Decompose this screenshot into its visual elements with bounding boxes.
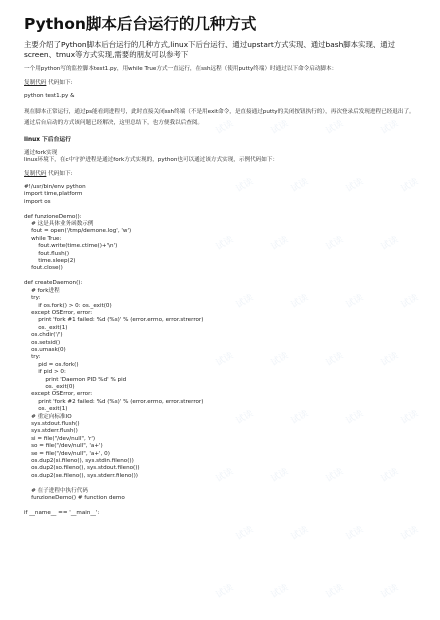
code-line: print 'fork #2 failed: %d (%s)' % (error.errno, error.strerror): [24, 398, 204, 405]
code-line: [24, 480, 420, 487]
code-line: os._exit(1): [24, 406, 68, 413]
paragraph-summary: 通过后台启动的方式该问题已经解决，这里总结下，也方便我以后查阅。: [24, 120, 204, 126]
watermark-text: 试读: [289, 408, 311, 427]
code-label-1: 复制代码 代码如下:: [24, 79, 73, 86]
watermark-text: 试读: [399, 292, 421, 311]
code-line: [24, 502, 420, 509]
watermark-text: 试读: [234, 292, 256, 311]
watermark-text: 试读: [269, 466, 291, 485]
code-line: so = file("/dev/null", 'a+'): [24, 443, 103, 450]
code-line: os.chdir('/'): [24, 332, 63, 339]
code-line: os.setsid(): [24, 339, 61, 346]
fork-description: linux环境下，在c中守护进程是通过fork方式实现的，python也可以通过该方式实现，示例代码如下：: [24, 157, 279, 163]
watermark-text: 试读: [214, 234, 236, 253]
code-line: os._exit(1): [24, 324, 68, 331]
watermark-text: 试读: [234, 408, 256, 427]
code-line: fout = open('/tmp/demone.log', 'w'): [24, 228, 132, 235]
watermark-text: 试读: [344, 176, 366, 195]
code-line: se = file("/dev/null", 'a+', 0): [24, 450, 110, 457]
code-line: except OSError, error:: [24, 391, 93, 398]
code-line: [24, 206, 420, 213]
code-line: except OSError, error:: [24, 309, 93, 316]
copy-code-link-2[interactable]: 复制代码: [24, 170, 47, 177]
watermark-text: 试读: [324, 118, 346, 137]
intro-paragraph: 一个用python写的监控脚本test1.py，用while True方式一直运行，在ssh远程（使用putty终端）时通过以下命令启动脚本：: [24, 66, 338, 72]
watermark-text: 试读: [269, 118, 291, 137]
watermark-text: 试读: [379, 582, 401, 601]
code-line: si = file("/dev/null", 'r'): [24, 435, 96, 442]
code-line: import time,platform: [24, 191, 83, 198]
code-line: os._exit(0): [24, 383, 75, 390]
watermark-text: 试读: [269, 234, 291, 253]
command-line: python test1.py &: [24, 93, 75, 99]
code-line: #!/usr/bin/env python: [24, 184, 86, 190]
watermark-text: 试读: [324, 350, 346, 369]
watermark-text: 试读: [289, 292, 311, 311]
watermark-text: 试读: [324, 234, 346, 253]
watermark-text: 试读: [379, 234, 401, 253]
watermark-text: 试读: [344, 524, 366, 543]
code-line: while True:: [24, 235, 62, 242]
watermark-text: 试读: [379, 118, 401, 137]
watermark-text: 试读: [399, 408, 421, 427]
code-line: if pid > 0:: [24, 369, 66, 376]
watermark-text: 试读: [399, 176, 421, 195]
watermark-text: 试读: [344, 408, 366, 427]
watermark-text: 试读: [214, 582, 236, 601]
code-line: print 'fork #1 failed: %d (%s)' % (error.errno, error.strerror): [24, 317, 204, 324]
copy-code-link[interactable]: 复制代码: [24, 79, 47, 86]
code-line: os.umask(0): [24, 346, 66, 353]
code-label-2: 复制代码 代码如下:: [24, 170, 73, 177]
watermark-text: 试读: [344, 292, 366, 311]
code-line: def funzioneDemo():: [24, 213, 82, 220]
code-line: if __name__ == '__main__':: [24, 509, 100, 516]
code-line: sys.stdout.flush(): [24, 421, 80, 427]
fork-heading: 通过fork实现: [24, 149, 58, 156]
code-line: funzioneDemo() # function demo: [24, 495, 125, 502]
watermark-text: 试读: [214, 118, 236, 137]
code-line: [24, 273, 420, 280]
code-line: sys.stderr.flush(): [24, 428, 78, 435]
article-summary: 主要介绍了Python脚本后台运行的几种方式,linux下后台运行、通过upstart方式实现、通过bash脚本实现、通过screen、tmux等方式实现,需要的朋友可以参考下: [24, 40, 396, 59]
code-line: fout.flush(): [24, 250, 70, 257]
watermark-text: 试读: [214, 350, 236, 369]
code-line: import os: [24, 198, 51, 205]
watermark-text: 试读: [289, 524, 311, 543]
code-line: fout.close(): [24, 265, 63, 272]
code-line: try:: [24, 354, 41, 361]
code-line: # 这是具体业务函数示例: [24, 221, 94, 228]
code-line: try:: [24, 295, 41, 302]
code-line: os.dup2(si.fileno(), sys.stdin.fileno()): [24, 458, 134, 465]
watermark-text: 试读: [379, 466, 401, 485]
watermark-text: 试读: [269, 582, 291, 601]
watermark-text: 试读: [234, 176, 256, 195]
watermark-text: 试读: [324, 466, 346, 485]
code-line: # 在子进程中执行代码: [24, 487, 88, 494]
watermark-text: 试读: [289, 176, 311, 195]
watermark-text: 试读: [214, 466, 236, 485]
code-line: if os.fork() > 0: os._exit(0): [24, 302, 112, 309]
document-page: [24, 14, 420, 517]
watermark-text: 试读: [269, 350, 291, 369]
section-heading-linux: linux 下后台运行: [24, 136, 71, 143]
paragraph-problem: 现在脚本正常运行，通过ps能看到进程号，此时直接关闭ssh终端（不是用exit命令，是直接通过putty的关闭按钮执行的），再次登录后发现进程已经退出了。: [24, 108, 415, 115]
watermark-text: 试读: [234, 524, 256, 543]
code-line: fout.write(time.ctime()+'\n'): [24, 243, 118, 250]
code-line: # fork进程: [24, 287, 60, 294]
code-block: [24, 184, 420, 517]
watermark-text: 试读: [324, 582, 346, 601]
page-title: Python脚本后台运行的几种方式: [24, 15, 257, 33]
code-line: print 'Daemon PID %d' % pid: [24, 376, 127, 383]
code-line: def createDaemon():: [24, 280, 83, 287]
code-line: os.dup2(se.fileno(), sys.stderr.fileno()): [24, 472, 138, 479]
code-line: os.dup2(so.fileno(), sys.stdout.fileno()): [24, 465, 140, 472]
code-line: pid = os.fork(): [24, 361, 79, 368]
watermark-text: 试读: [399, 524, 421, 543]
code-line: # 重定向标准IO: [24, 413, 72, 420]
code-line: time.sleep(2): [24, 258, 76, 265]
watermark-text: 试读: [379, 350, 401, 369]
